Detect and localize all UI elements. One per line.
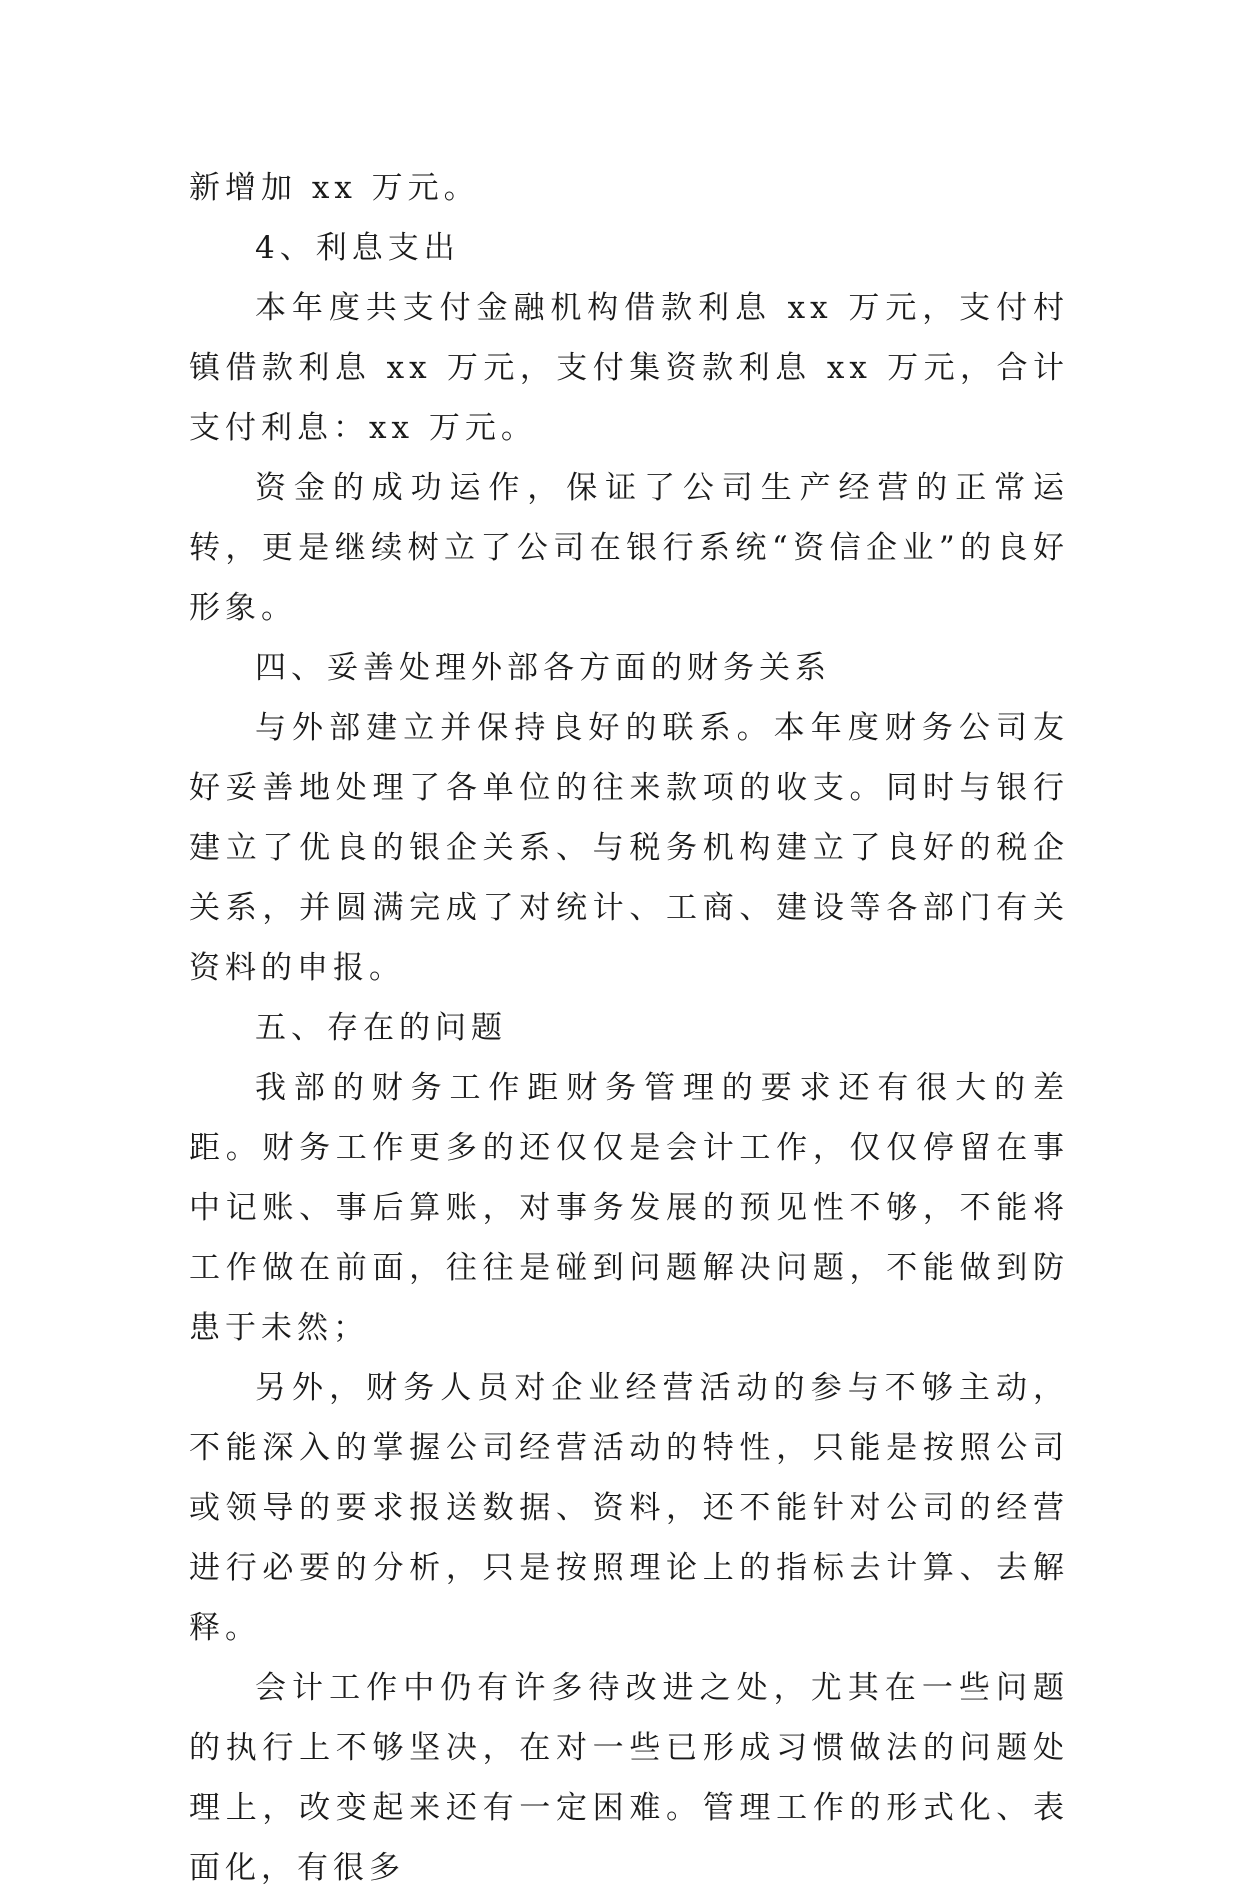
subheading-interest-expense: 4、利息支出 [255,230,460,266]
paragraph-problem-participation: 另外，财务人员对企业经营活动的参与不够主动，不能深入的掌握公司经营活动的特性，只能是按照公司或领导的要求报送数据、资料，还不能针对公司的经营进行必要的分析，只是按照理论上的指标去计算、去解释。 [189,1370,1069,1646]
heading-external-relations: 四、妥善处理外部各方面的财务关系 [255,650,831,686]
paragraph-external-relations: 与外部建立并保持良好的联系。本年度财务公司友好妥善地处理了各单位的往来款项的收支。同时与银行建立了优良的银企关系、与税务机构建立了良好的税企关系，并圆满完成了对统计、工商、建设等各部门有关资料的申报。 [189,710,1069,986]
paragraph-capital-operation: 资金的成功运作，保证了公司生产经营的正常运转，更是继续树立了公司在银行系统“资信企业”的良好形象。 [189,470,1069,626]
paragraph-continuation: 新增加 xx 万元。 [189,170,480,206]
paragraph-interest-details: 本年度共支付金融机构借款利息 xx 万元，支付村镇借款利息 xx 万元，支付集资款利息 xx 万元，合计支付利息：xx 万元。 [189,290,1069,446]
paragraph-problem-gap: 我部的财务工作距财务管理的要求还有很大的差距。财务工作更多的还仅仅是会计工作，仅仅停留在事中记账、事后算账，对事务发展的预见性不够，不能将工作做在前面，往往是碰到问题解决问题，不能做到防患于未然； [189,1070,1069,1346]
paragraph-problem-improvement: 会计工作中仍有许多待改进之处，尤其在一些问题的执行上不够坚决，在对一些已形成习惯做法的问题处理上，改变起来还有一定困难。管理工作的形式化、表面化，有很多 [189,1670,1069,1886]
document-body [189,158,1069,1898]
heading-existing-problems: 五、存在的问题 [255,1010,507,1046]
